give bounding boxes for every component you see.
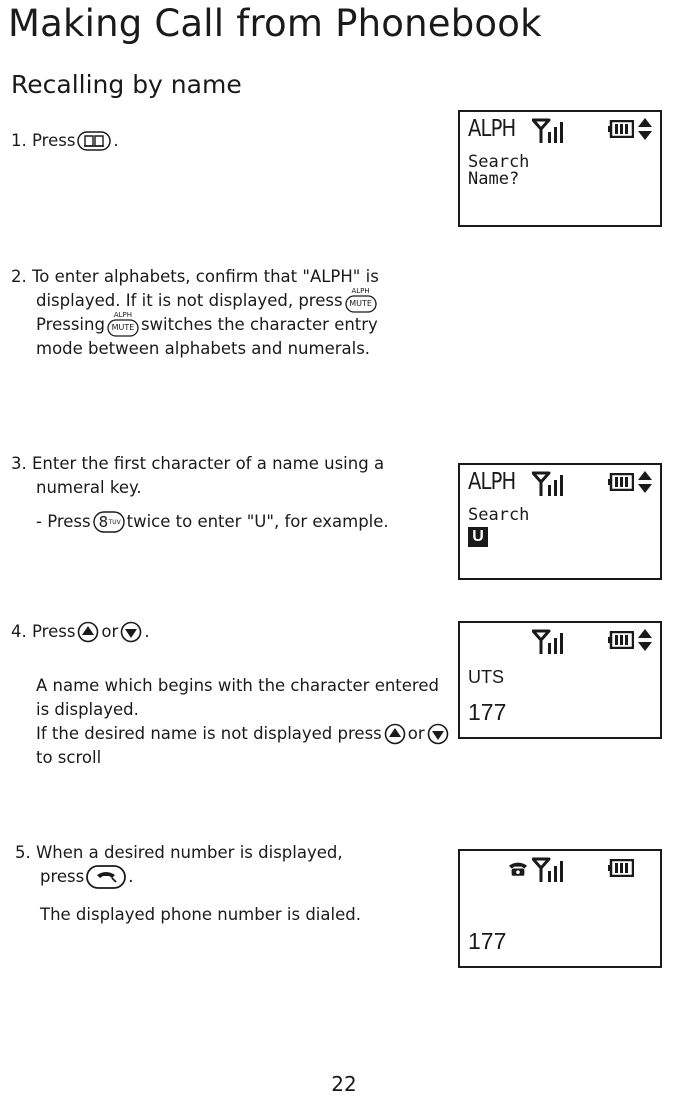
mute-key-label: MUTE: [349, 299, 372, 308]
step-3-line-3a: - Press: [36, 512, 91, 531]
step-4-line-3: is displayed.: [36, 700, 139, 719]
lcd-screen-2: [458, 463, 662, 580]
alph-mode-indicator: ALPH: [468, 116, 516, 142]
step-2-line-3a: Pressing: [36, 315, 105, 334]
step-4: [11, 620, 451, 770]
step-5-line-3: The displayed phone number is dialed.: [40, 905, 361, 924]
step-2-line-1: 2. To enter alphabets, confirm that "ALPH" is: [11, 267, 379, 286]
signal-strength-icon: [532, 471, 566, 497]
line-in-use-icon: [508, 860, 528, 877]
phonebook-key-icon: [77, 131, 111, 151]
alph-mode-indicator: ALPH: [468, 469, 516, 495]
step-3-line-2: numeral key.: [36, 478, 142, 497]
alph-key-label: ALPH: [113, 311, 133, 319]
down-arrow-key-icon: [427, 723, 449, 745]
8-tuv-key-icon: [93, 511, 125, 533]
down-arrow-key-icon: [120, 621, 142, 643]
step-4-text-b: or: [101, 622, 119, 641]
step-5-line-2a: press: [40, 867, 85, 886]
step-5: [15, 841, 361, 927]
alph-mute-key-icon: [107, 313, 139, 337]
lcd-screen-4: [458, 849, 662, 968]
scroll-arrows-icon: [637, 470, 653, 494]
battery-icon: [608, 631, 634, 649]
step-3: [11, 452, 389, 534]
step-1-text-b: .: [113, 131, 119, 150]
step-1: [11, 129, 119, 153]
step-5-line-2b: .: [128, 867, 134, 886]
step-4-line-2: A name which begins with the character entered: [36, 676, 439, 695]
alph-key-label: ALPH: [351, 287, 370, 295]
signal-strength-icon: [532, 118, 566, 144]
lcd-line-1: Search: [468, 152, 530, 172]
section-subtitle: Recalling by name: [11, 70, 242, 99]
lcd-line-2: Name?: [468, 169, 520, 189]
lcd-screen-1: [458, 110, 662, 227]
talk-key-icon: [86, 865, 126, 889]
signal-strength-icon: [532, 629, 566, 655]
mute-key-label: MUTE: [111, 323, 135, 332]
dialed-number: 177: [468, 928, 507, 954]
contact-name: UTS: [468, 667, 504, 687]
step-2-line-4: mode between alphabets and numerals.: [36, 339, 371, 358]
contact-number: 177: [468, 699, 507, 725]
alph-mute-key-icon: [345, 289, 377, 313]
step-2-line-3b: switches the character entry: [140, 315, 378, 334]
step-4-text-c: .: [144, 622, 150, 641]
scroll-arrows-icon: [637, 628, 653, 652]
step-1-text-a: 1. Press: [11, 131, 76, 150]
lcd-line-1: Search: [468, 505, 530, 525]
page-title: Making Call from Phonebook: [8, 2, 542, 45]
step-3-line-1: 3. Enter the first character of a name using a: [11, 454, 385, 473]
lcd-screen-3: [458, 621, 662, 739]
key-8-letters: TUV: [108, 519, 121, 526]
battery-icon: [608, 120, 634, 138]
step-4-text-a: 4. Press: [11, 622, 76, 641]
step-5-line-1: 5. When a desired number is displayed,: [15, 843, 343, 862]
page-number: 22: [331, 1072, 357, 1096]
step-3-line-3b: twice to enter "U", for example.: [126, 512, 389, 531]
step-2-line-2: displayed. If it is not displayed, press: [36, 291, 343, 310]
step-4-line-4b: or: [407, 724, 425, 743]
up-arrow-key-icon: [77, 621, 99, 643]
battery-icon: [608, 859, 634, 877]
step-4-line-4a: If the desired name is not displayed press: [36, 724, 382, 743]
step-4-line-5: to scroll: [36, 748, 102, 767]
up-arrow-key-icon: [384, 723, 406, 745]
battery-icon: [608, 473, 634, 491]
key-8-digit: 8: [98, 513, 109, 531]
character-cursor: U: [468, 527, 488, 547]
signal-strength-icon: [532, 857, 566, 883]
scroll-arrows-icon: [637, 117, 653, 141]
step-2: [11, 265, 379, 361]
